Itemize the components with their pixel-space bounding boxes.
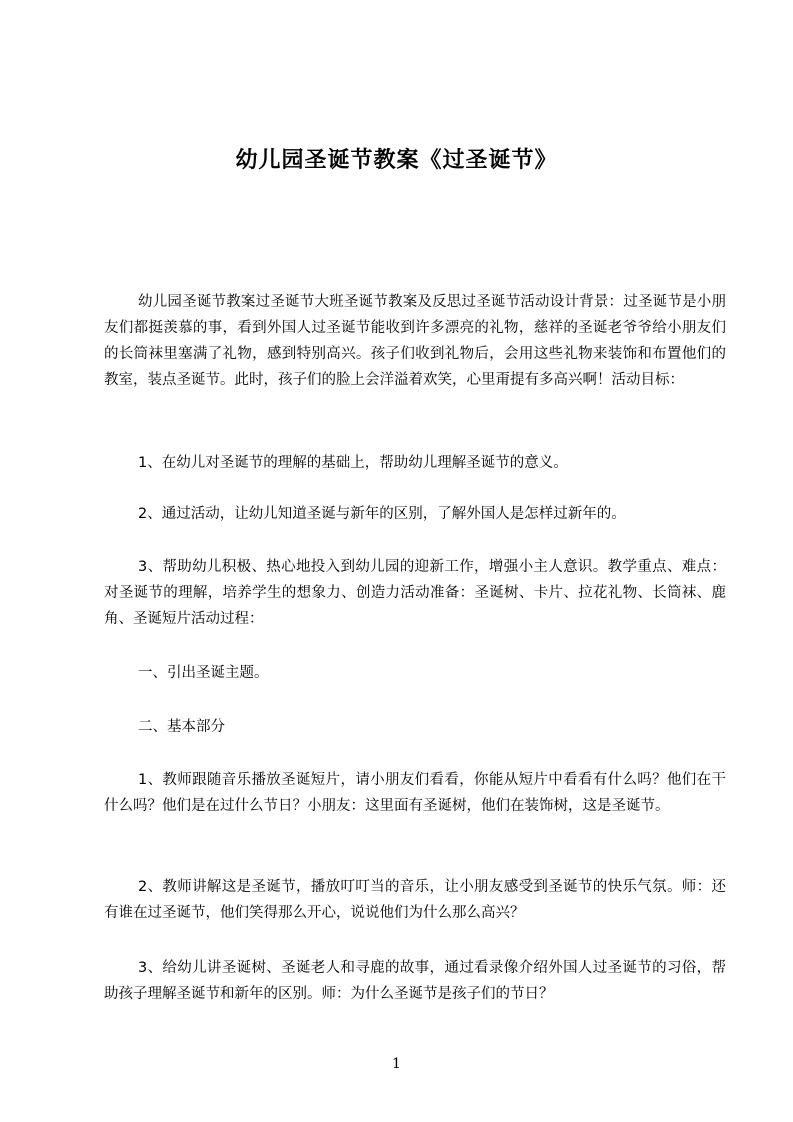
paragraph-step-3: 3、给幼儿讲圣诞树、圣诞老人和寻鹿的故事，通过看录像介绍外国人过圣诞节的习俗，帮助孩子理解圣诞节和新年的区别。师：为什么圣诞节是孩子们的节日？ [104, 960, 726, 1002]
paragraph-background: 幼儿园圣诞节教案过圣诞节大班圣诞节教案及反思过圣诞节活动设计背景：过圣诞节是小朋友们都挺羡慕的事，看到外国人过圣诞节能收到许多漂亮的礼物，慈祥的圣诞老爷爷给小朋友们的长筒袜里塞满了礼物，感到特别高兴。孩子们收到礼物后，会用这些礼物来装饰和布置他们的教室，装点圣诞节。此时，孩子们的脸上会洋溢着欢笑，心里甭提有多高兴啊！活动目标： [104, 294, 726, 388]
paragraph-section-2: 二、基本部分 [138, 719, 225, 735]
paragraph-step-1: 1、教师跟随音乐播放圣诞短片，请小朋友们看看，你能从短片中看看有什么吗？他们在干什么吗？他们是在过什么节日？小朋友：这里面有圣诞树，他们在装饰树，这是圣诞节。 [104, 772, 726, 814]
paragraph-goal-3: 3、帮助幼儿积极、热心地投入到幼儿园的迎新工作，增强小主人意识。教学重点、难点：对圣诞节的理解，培养学生的想象力、创造力活动准备：圣诞树、卡片、拉花礼物、长筒袜、鹿角、圣诞短片活动过程： [104, 559, 726, 627]
page-title: 幼儿园圣诞节教案《过圣诞节》 [235, 148, 558, 173]
paragraph-section-1: 一、引出圣诞主题。 [138, 665, 269, 681]
paragraph-goal-2: 2、通过活动，让幼儿知道圣诞与新年的区别，了解外国人是怎样过新年的。 [138, 506, 626, 522]
paragraph-goal-1: 1、在幼儿对圣诞节的理解的基础上，帮助幼儿理解圣诞节的意义。 [138, 455, 568, 471]
paragraph-step-2: 2、教师讲解这是圣诞节，播放叮叮当的音乐，让小朋友感受到圣诞节的快乐气氛。师：还有谁在过圣诞节，他们笑得那么开心，说说他们为什么那么高兴？ [104, 879, 726, 921]
page-number: 1 [392, 1056, 401, 1072]
